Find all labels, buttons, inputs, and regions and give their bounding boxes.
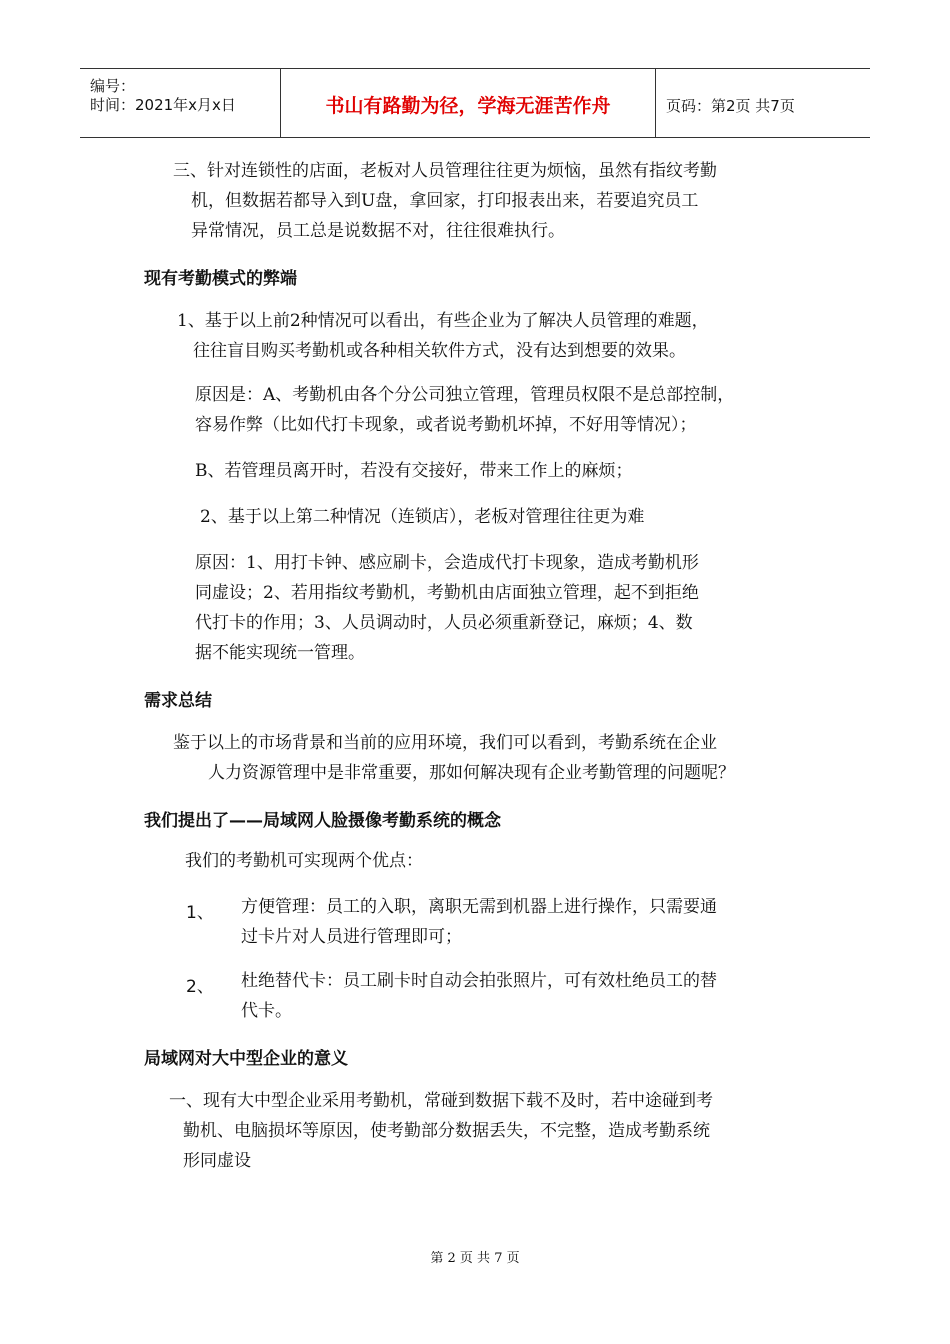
text-line: 勤机、电脑损坏等原因，使考勤部分数据丢失，不完整，造成考勤系统 — [183, 1121, 710, 1141]
text-line: 人力资源管理中是非常重要，那如何解决现有企业考勤管理的问题呢？ — [208, 763, 735, 783]
paragraph-summary — [173, 728, 735, 788]
text-line: 同虚设；2、若用指纹考勤机，考勤机由店面独立管理，起不到拒绝 — [195, 583, 699, 603]
section-heading-lan-significance: 局域网对大中型企业的意义 — [144, 1049, 348, 1069]
paragraph-item-2: 2、基于以上第二种情况（连锁店），老板对管理往往更为难 — [200, 507, 645, 527]
text-line: 往往盲目购买考勤机或各种相关软件方式，没有达到想要的效果。 — [193, 341, 686, 361]
list-number-2: 2、 — [186, 977, 214, 997]
text-line: 方便管理：员工的入职，离职无需到机器上进行操作，只需要通 — [241, 897, 717, 917]
header-motto-cell — [280, 69, 656, 137]
header-meta-cell — [80, 69, 280, 137]
paragraph-reason-2 — [195, 548, 699, 668]
list-number-1: 1、 — [186, 903, 214, 923]
paragraph-intro-3 — [173, 156, 717, 246]
text-line: 代打卡的作用；3、人员调动时，人员必须重新登记，麻烦；4、数 — [195, 613, 693, 633]
section-heading-drawbacks: 现有考勤模式的弊端 — [144, 269, 297, 289]
text-line: 形同虚设 — [183, 1151, 251, 1171]
text-line: 1、基于以上前2种情况可以看出，有些企业为了解决人员管理的难题， — [177, 311, 709, 331]
page-footer: 第 2 页 共 7 页 — [430, 1251, 520, 1266]
text-line: 鉴于以上的市场背景和当前的应用环境，我们可以看到，考勤系统在企业 — [173, 733, 717, 753]
text-line: 异常情况，员工总是说数据不对，往往很难执行。 — [191, 221, 565, 241]
text-line: 原因是：A、考勤机由各个分公司独立管理，管理员权限不是总部控制， — [195, 385, 735, 405]
text-line: 据不能实现统一管理。 — [195, 643, 365, 663]
paragraph-meaning-1 — [169, 1086, 713, 1176]
advantage-item-2 — [241, 966, 717, 1026]
section-heading-requirements: 需求总结 — [144, 691, 212, 711]
text-line: 过卡片对人员进行管理即可； — [241, 927, 462, 947]
text-line: 容易作弊（比如代打卡现象，或者说考勤机坏掉，不好用等情况）； — [195, 415, 697, 435]
paragraph-item-1 — [177, 306, 709, 366]
paragraph-reason-b: B、若管理员离开时，若没有交接好，带来工作上的麻烦； — [195, 461, 633, 481]
document-time: 时间：2021年x月x日 — [90, 96, 236, 114]
section-heading-concept: 我们提出了——局域网人脸摄像考勤系统的概念 — [144, 811, 501, 831]
text-line: 一、现有大中型企业采用考勤机，常碰到数据下载不及时，若中途碰到考 — [169, 1091, 713, 1111]
text-line: 机，但数据若都导入到U盘，拿回家，打印报表出来，若要追究员工 — [191, 191, 699, 211]
paragraph-reason-a — [195, 380, 734, 440]
text-line: 杜绝替代卡：员工刷卡时自动会拍张照片，可有效杜绝员工的替 — [241, 971, 717, 991]
document-number-label: 编号： — [90, 77, 136, 95]
paragraph-advantages-intro: 我们的考勤机可实现两个优点： — [185, 851, 423, 871]
header-page-cell — [656, 69, 870, 137]
advantage-item-1 — [241, 892, 717, 952]
text-line: 三、针对连锁性的店面，老板对人员管理往往更为烦恼，虽然有指纹考勤 — [173, 161, 717, 181]
header-page-info: 页码：第2页 共7页 — [666, 97, 795, 115]
page-header — [80, 68, 870, 138]
text-line: 代卡。 — [241, 1001, 292, 1021]
header-motto: 书山有路勤为径，学海无涯苦作舟 — [325, 95, 611, 117]
text-line: 原因：1、用打卡钟、感应刷卡，会造成代打卡现象，造成考勤机形 — [195, 553, 699, 573]
